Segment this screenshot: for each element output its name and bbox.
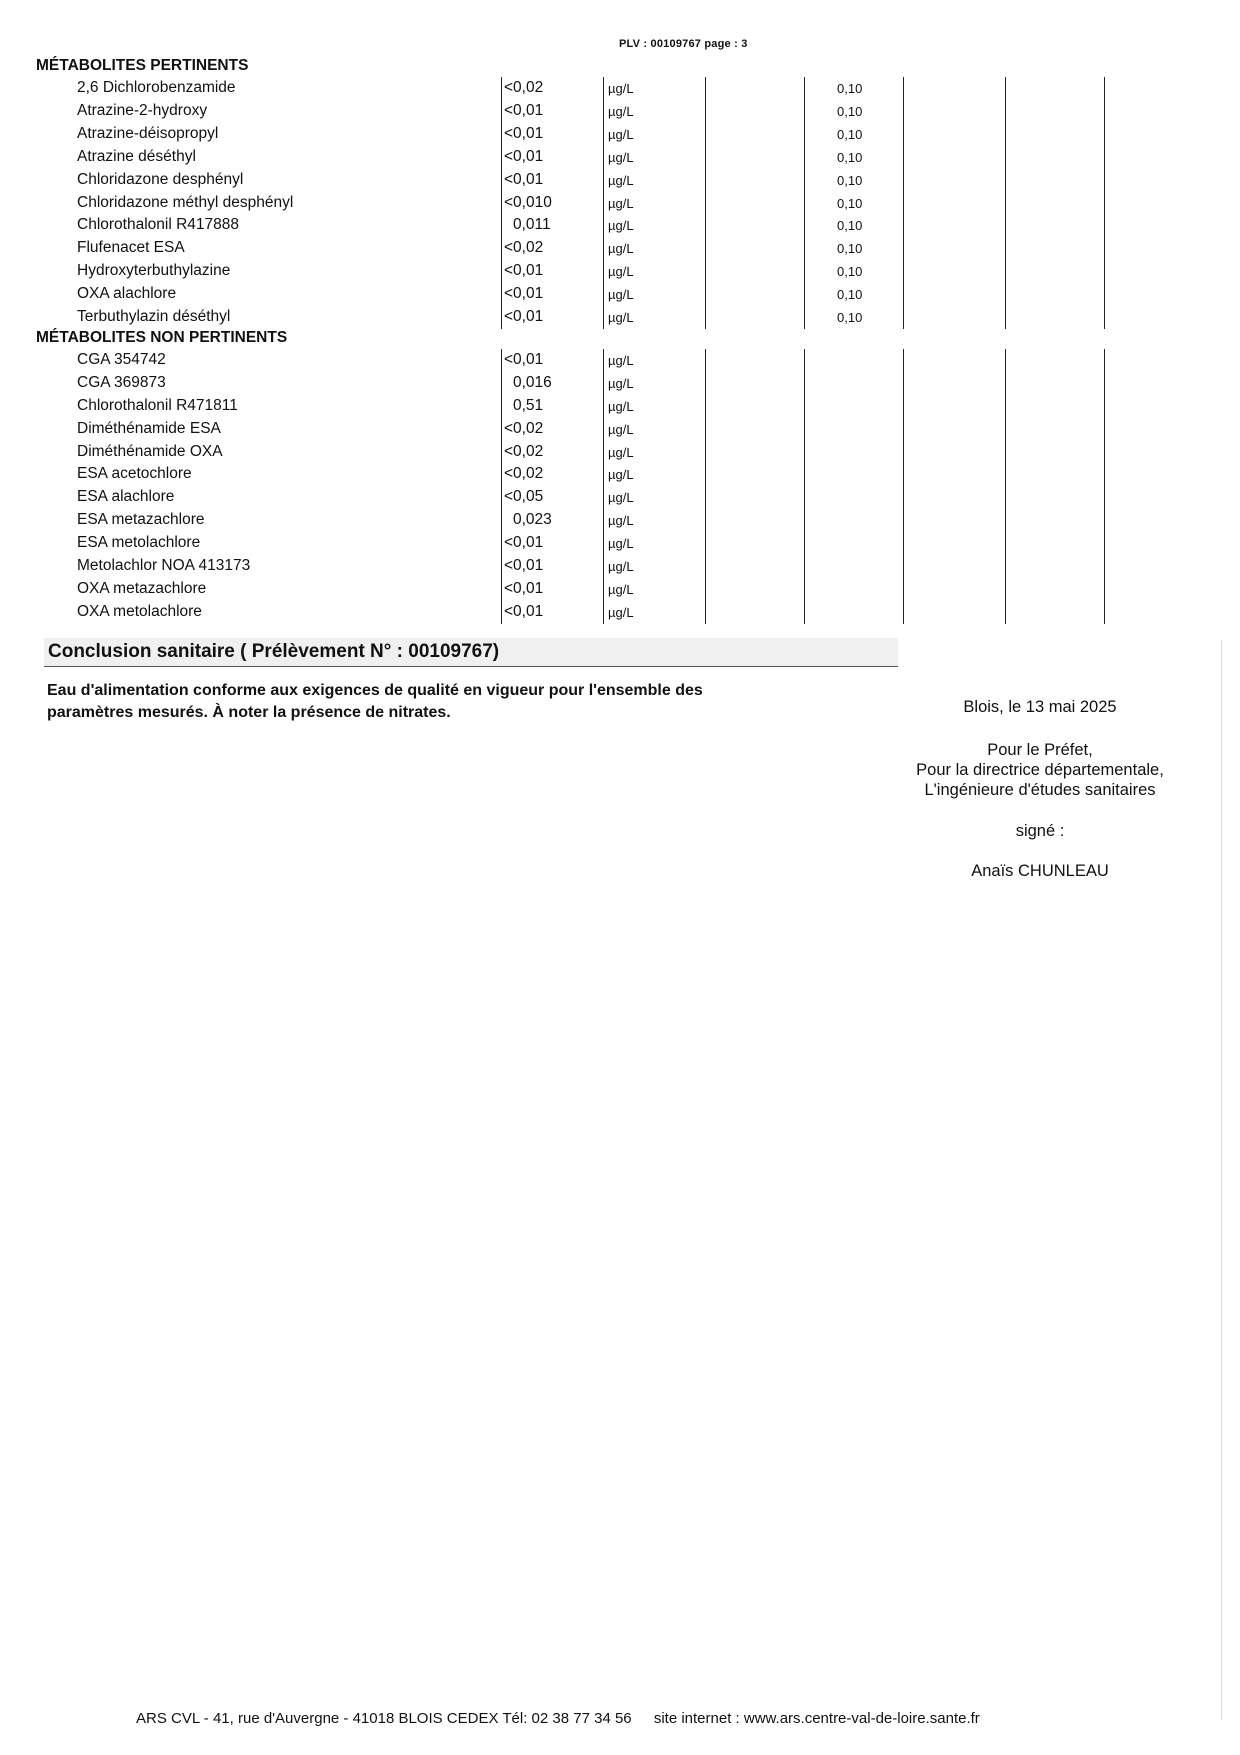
unit-label: µg/L bbox=[608, 103, 634, 119]
column-divider bbox=[1104, 349, 1105, 624]
unit-label: µg/L bbox=[608, 490, 634, 506]
quality-limit: 0,10 bbox=[837, 287, 863, 303]
result-value: <0,01 bbox=[504, 101, 544, 119]
parameter-name: CGA 354742 bbox=[77, 350, 166, 368]
result-value: <0,02 bbox=[504, 442, 544, 460]
table-row bbox=[0, 306, 1240, 329]
table-row bbox=[0, 123, 1240, 146]
table-row bbox=[0, 532, 1240, 555]
parameter-name: ESA metolachlore bbox=[77, 534, 201, 552]
table-row bbox=[0, 601, 1240, 624]
result-value: <0,01 bbox=[504, 124, 544, 142]
unit-label: µg/L bbox=[608, 172, 634, 188]
column-divider bbox=[501, 77, 502, 329]
parameter-name: ESA metazachlore bbox=[77, 511, 205, 529]
unit-label: µg/L bbox=[608, 264, 634, 280]
column-divider bbox=[603, 77, 604, 329]
parameter-name: Atrazine-déisopropyl bbox=[77, 124, 219, 142]
unit-label: µg/L bbox=[608, 536, 634, 552]
table-row bbox=[0, 441, 1240, 464]
unit-label: µg/L bbox=[608, 513, 634, 529]
result-value: <0,010 bbox=[504, 193, 552, 211]
quality-limit: 0,10 bbox=[837, 310, 863, 325]
result-value: <0,02 bbox=[504, 465, 544, 483]
result-value: <0,01 bbox=[504, 147, 544, 165]
column-divider bbox=[804, 77, 805, 329]
result-value: 0,011 bbox=[513, 216, 551, 234]
unit-label: µg/L bbox=[608, 421, 634, 437]
result-value: <0,01 bbox=[504, 170, 544, 188]
parameter-name: Atrazine déséthyl bbox=[77, 147, 196, 165]
column-divider bbox=[501, 349, 502, 624]
table-row bbox=[0, 100, 1240, 123]
quality-limit: 0,10 bbox=[837, 218, 863, 234]
parameter-name: Chloridazone desphényl bbox=[77, 170, 244, 188]
footer-address: ARS CVL - 41, rue d'Auvergne - 41018 BLOIS CEDEX Tél: 02 38 77 34 56 bbox=[136, 1710, 632, 1727]
unit-label: µg/L bbox=[608, 581, 634, 597]
unit-label: µg/L bbox=[608, 241, 634, 257]
footer-website: site internet : www.ars.centre-val-de-loire.sante.fr bbox=[653, 1710, 980, 1727]
result-value: <0,01 bbox=[504, 262, 544, 280]
result-value: <0,05 bbox=[504, 488, 544, 506]
conclusion-line-1: Eau d'alimentation conforme aux exigences de qualité en vigueur pour l'ensemble des bbox=[47, 682, 703, 699]
table-row bbox=[0, 463, 1240, 486]
result-value: <0,02 bbox=[504, 79, 544, 96]
signature-block bbox=[880, 740, 1200, 800]
scan-edge-line bbox=[1221, 640, 1222, 1720]
signed-label: signé : bbox=[1015, 822, 1065, 840]
parameter-name: Chlorothalonil R471811 bbox=[77, 396, 238, 414]
result-value: <0,01 bbox=[504, 285, 544, 303]
signature-line-1: Pour le Préfet, bbox=[987, 741, 1093, 759]
parameter-name: Terbuthylazin déséthyl bbox=[77, 308, 231, 325]
table-row bbox=[0, 395, 1240, 418]
quality-limit: 0,10 bbox=[837, 149, 863, 165]
parameter-name: Metolachlor NOA 413173 bbox=[77, 557, 251, 574]
conclusion-title: Conclusion sanitaire ( Prélèvement N° : 00109767) bbox=[44, 638, 898, 667]
unit-label: µg/L bbox=[608, 287, 634, 303]
unit-label: µg/L bbox=[608, 310, 634, 325]
column-divider bbox=[1104, 77, 1105, 329]
result-value: <0,01 bbox=[504, 557, 544, 574]
unit-label: µg/L bbox=[608, 559, 634, 574]
table-row bbox=[0, 418, 1240, 441]
quality-limit: 0,10 bbox=[837, 195, 863, 211]
table-row bbox=[0, 192, 1240, 215]
unit-label: µg/L bbox=[608, 352, 634, 368]
unit-label: µg/L bbox=[608, 398, 634, 414]
unit-label: µg/L bbox=[608, 195, 634, 211]
result-value: <0,01 bbox=[504, 534, 544, 552]
page-reference: PLV : 00109767 page : 3 bbox=[619, 38, 748, 50]
table-row bbox=[0, 509, 1240, 532]
parameter-name: Flufenacet ESA bbox=[77, 239, 185, 257]
section-title: MÉTABOLITES NON PERTINENTS bbox=[36, 328, 288, 346]
result-value: <0,01 bbox=[504, 602, 544, 620]
column-divider bbox=[705, 77, 706, 329]
signature-line-3: L'ingénieure d'études sanitaires bbox=[924, 781, 1156, 799]
table-row bbox=[0, 283, 1240, 306]
result-value: 0,51 bbox=[513, 396, 544, 414]
column-divider bbox=[1005, 349, 1006, 624]
parameter-name: Chloridazone méthyl desphényl bbox=[77, 193, 294, 211]
column-divider bbox=[903, 349, 904, 624]
quality-limit: 0,10 bbox=[837, 172, 863, 188]
table-row bbox=[0, 578, 1240, 601]
table-row bbox=[0, 214, 1240, 237]
column-divider bbox=[603, 349, 604, 624]
quality-limit: 0,10 bbox=[837, 103, 863, 119]
conclusion-text bbox=[47, 680, 847, 724]
unit-label: µg/L bbox=[608, 218, 634, 234]
parameter-name: ESA alachlore bbox=[77, 488, 175, 506]
quality-limit: 0,10 bbox=[837, 126, 863, 142]
table-row bbox=[0, 169, 1240, 192]
unit-label: µg/L bbox=[608, 81, 634, 96]
table-row bbox=[0, 486, 1240, 509]
section-title: MÉTABOLITES PERTINENTS bbox=[36, 57, 249, 74]
unit-label: µg/L bbox=[608, 375, 634, 391]
signatory-name: Anaïs CHUNLEAU bbox=[971, 862, 1109, 880]
table-row bbox=[0, 372, 1240, 395]
parameter-name: ESA acetochlore bbox=[77, 465, 192, 483]
result-value: <0,02 bbox=[504, 239, 544, 257]
column-divider bbox=[705, 349, 706, 624]
column-divider bbox=[804, 349, 805, 624]
parameter-name: Hydroxyterbuthylazine bbox=[77, 262, 231, 280]
table-row bbox=[0, 260, 1240, 283]
parameter-name: Chlorothalonil R417888 bbox=[77, 216, 240, 234]
quality-limit: 0,10 bbox=[837, 81, 863, 96]
result-value: <0,01 bbox=[504, 350, 544, 368]
table-row bbox=[0, 77, 1240, 100]
unit-label: µg/L bbox=[608, 467, 634, 483]
result-value: <0,01 bbox=[504, 579, 544, 597]
parameter-name: Diméthénamide OXA bbox=[77, 442, 223, 460]
unit-label: µg/L bbox=[608, 126, 634, 142]
result-value: 0,016 bbox=[513, 373, 552, 391]
quality-limit: 0,10 bbox=[837, 264, 863, 280]
parameter-name: Atrazine-2-hydroxy bbox=[77, 101, 208, 119]
footer bbox=[136, 1710, 998, 1727]
quality-limit: 0,10 bbox=[837, 241, 863, 257]
table-row bbox=[0, 349, 1240, 372]
unit-label: µg/L bbox=[608, 149, 634, 165]
result-value: <0,01 bbox=[504, 308, 544, 325]
unit-label: µg/L bbox=[608, 444, 634, 460]
table-row bbox=[0, 146, 1240, 169]
result-value: <0,02 bbox=[504, 419, 544, 437]
unit-label: µg/L bbox=[608, 604, 634, 620]
column-divider bbox=[1005, 77, 1006, 329]
column-divider bbox=[903, 77, 904, 329]
parameter-name: CGA 369873 bbox=[77, 373, 166, 391]
conclusion-line-2: paramètres mesurés. À noter la présence de nitrates. bbox=[47, 704, 451, 721]
parameter-name: OXA metolachlore bbox=[77, 602, 202, 620]
place-date: Blois, le 13 mai 2025 bbox=[963, 698, 1117, 716]
table-row bbox=[0, 555, 1240, 578]
parameter-name: OXA alachlore bbox=[77, 285, 177, 303]
signature-line-2: Pour la directrice départementale, bbox=[916, 761, 1164, 779]
parameter-name: Diméthénamide ESA bbox=[77, 419, 221, 437]
parameter-name: 2,6 Dichlorobenzamide bbox=[77, 79, 236, 96]
result-value: 0,023 bbox=[513, 511, 552, 529]
table-row bbox=[0, 237, 1240, 260]
parameter-name: OXA metazachlore bbox=[77, 579, 207, 597]
